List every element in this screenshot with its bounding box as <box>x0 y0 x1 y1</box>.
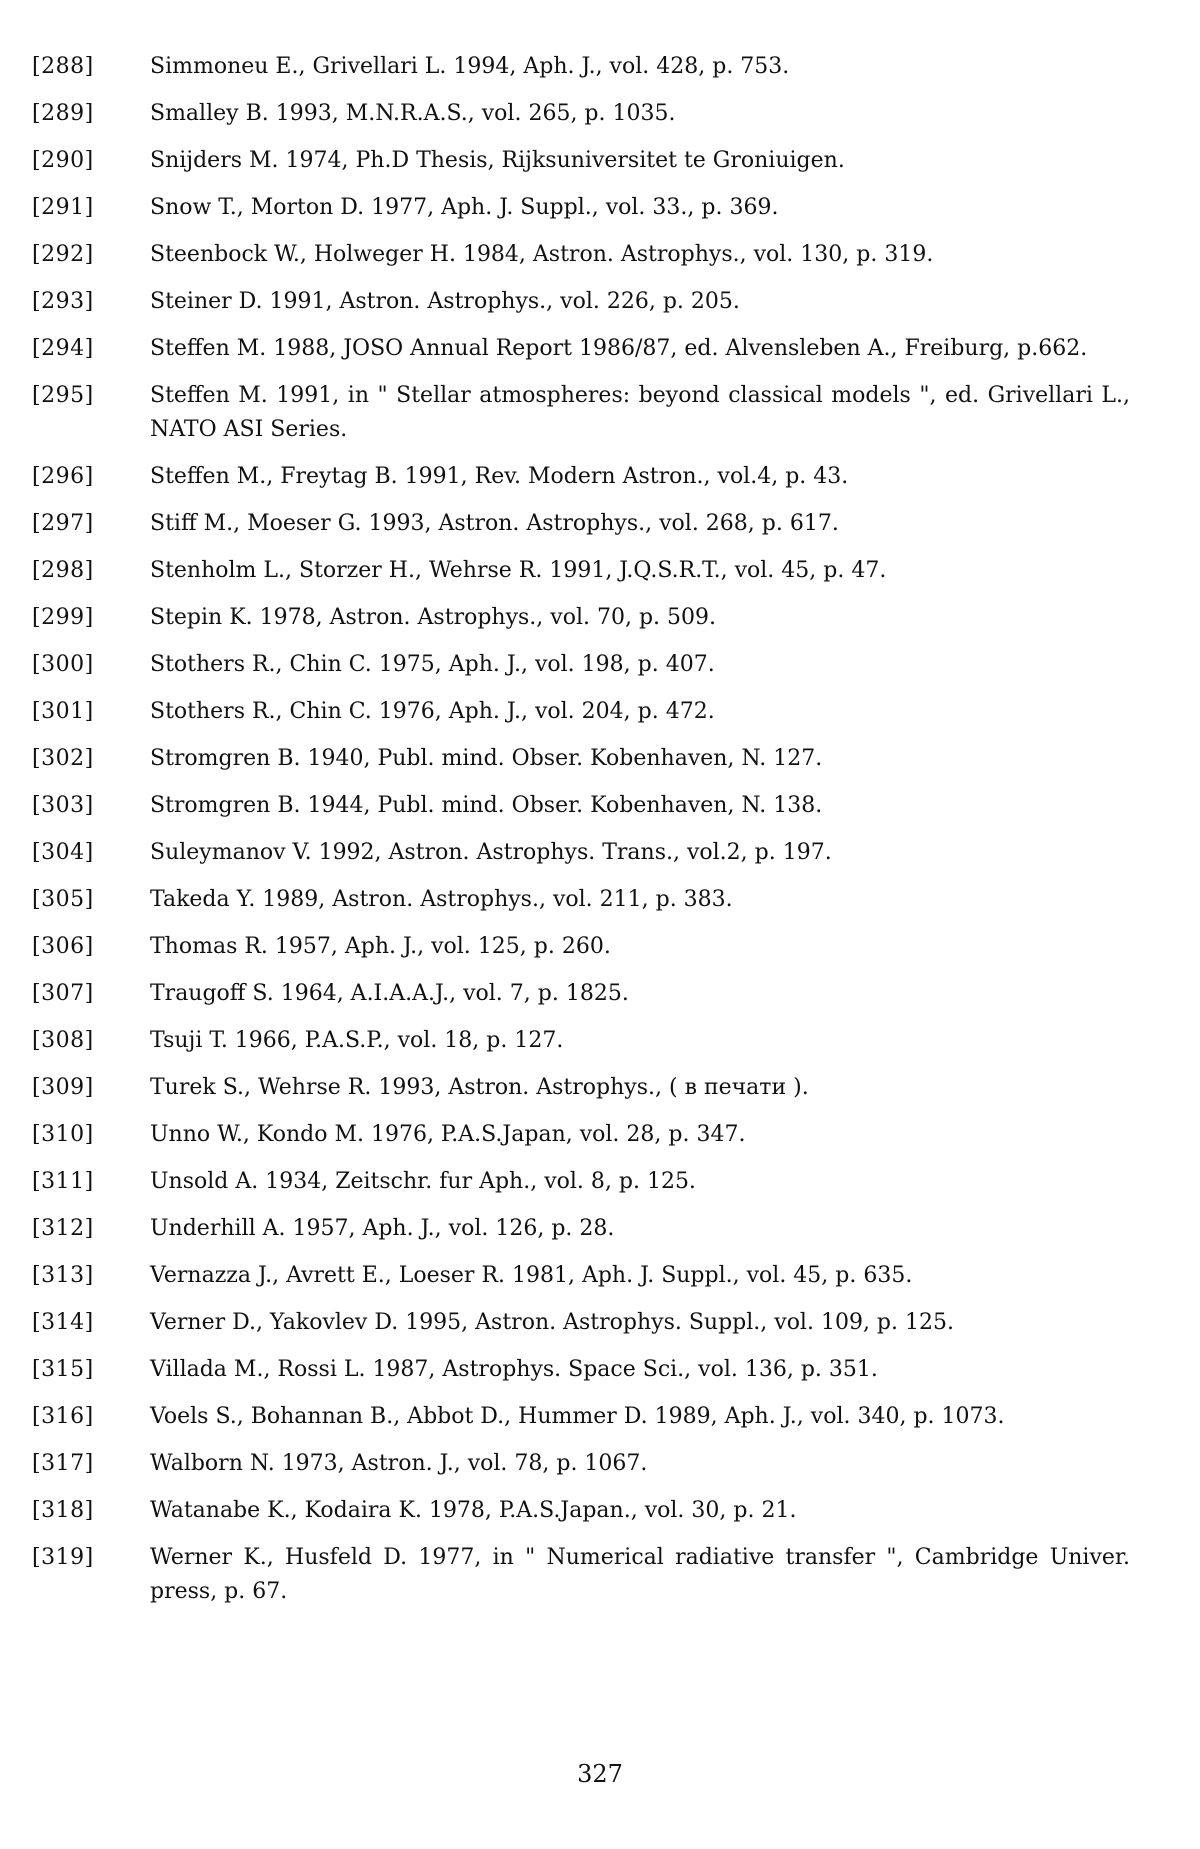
reference-item <box>30 554 1130 588</box>
reference-text: Underhill A. 1957, Aph. J., vol. 126, p. 28. <box>150 1216 615 1241</box>
reference-number: [305] <box>32 887 94 912</box>
reference-text: Steenbock W., Holweger H. 1984, Astron. Astrophys., vol. 130, p. 319. <box>150 242 934 267</box>
reference-text: Steffen M., Freytag B. 1991, Rev. Modern Astron., vol.4, p. 43. <box>150 464 849 489</box>
reference-number: [288] <box>32 54 94 79</box>
reference-item <box>30 742 1130 776</box>
reference-text: Stepin K. 1978, Astron. Astrophys., vol. 70, p. 509. <box>150 605 717 630</box>
reference-text: Simmoneu E., Grivellari L. 1994, Aph. J., vol. 428, p. 753. <box>150 54 790 79</box>
reference-item <box>30 1024 1130 1058</box>
reference-number: [292] <box>32 242 94 267</box>
reference-text: Stenholm L., Storzer H., Wehrse R. 1991, J.Q.S.R.T., vol. 45, p. 47. <box>150 558 887 583</box>
reference-text: Takeda Y. 1989, Astron. Astrophys., vol. 211, p. 383. <box>150 887 733 912</box>
reference-number: [307] <box>32 981 94 1006</box>
reference-item <box>30 930 1130 964</box>
reference-number: [304] <box>32 840 94 865</box>
reference-item <box>30 507 1130 541</box>
reference-item <box>30 601 1130 635</box>
reference-list <box>30 50 1130 1609</box>
reference-text: Snow T., Morton D. 1977, Aph. J. Suppl., vol. 33., p. 369. <box>150 195 779 220</box>
reference-text: Snijders M. 1974, Ph.D Thesis, Rijksuniversitet te Groniuigen. <box>150 148 845 173</box>
reference-number: [290] <box>32 148 94 173</box>
reference-text: Traugoff S. 1964, A.I.A.A.J., vol. 7, p. 1825. <box>150 981 629 1006</box>
reference-text: Thomas R. 1957, Aph. J., vol. 125, p. 260. <box>150 934 611 959</box>
reference-text: Stromgren B. 1944, Publ. mind. Obser. Kobenhaven, N. 138. <box>150 793 823 818</box>
reference-item <box>30 1259 1130 1293</box>
reference-number: [296] <box>32 464 94 489</box>
reference-text: Stothers R., Chin C. 1975, Aph. J., vol. 198, p. 407. <box>150 652 715 677</box>
reference-text: Walborn N. 1973, Astron. J., vol. 78, p. 1067. <box>150 1451 648 1476</box>
reference-item <box>30 1212 1130 1246</box>
reference-item <box>30 379 1130 447</box>
reference-item <box>30 50 1130 84</box>
reference-text: Villada M., Rossi L. 1987, Astrophys. Space Sci., vol. 136, p. 351. <box>150 1357 878 1382</box>
reference-item <box>30 460 1130 494</box>
reference-item <box>30 191 1130 225</box>
reference-text: Turek S., Wehrse R. 1993, Astron. Astrophys., ( в печати ). <box>150 1075 809 1100</box>
reference-number: [317] <box>32 1451 94 1476</box>
reference-number: [298] <box>32 558 94 583</box>
page-number: 327 <box>577 1760 623 1788</box>
reference-item <box>30 238 1130 272</box>
reference-item <box>30 1400 1130 1434</box>
reference-text: Steiner D. 1991, Astron. Astrophys., vol. 226, p. 205. <box>150 289 740 314</box>
reference-number: [311] <box>32 1169 94 1194</box>
reference-item <box>30 1165 1130 1199</box>
reference-item <box>30 285 1130 319</box>
reference-number: [289] <box>32 101 94 126</box>
reference-number: [313] <box>32 1263 94 1288</box>
reference-item <box>30 789 1130 823</box>
reference-text: Verner D., Yakovlev D. 1995, Astron. Astrophys. Suppl., vol. 109, p. 125. <box>150 1310 954 1335</box>
reference-text: Vernazza J., Avrett E., Loeser R. 1981, Aph. J. Suppl., vol. 45, p. 635. <box>150 1263 913 1288</box>
reference-text: Werner K., Husfeld D. 1977, in " Numerical radiative transfer ", Cambridge Univer. press, p. 67. <box>150 1545 1130 1604</box>
reference-text: Watanabe K., Kodaira K. 1978, P.A.S.Japan., vol. 30, p. 21. <box>150 1498 797 1523</box>
reference-number: [302] <box>32 746 94 771</box>
reference-text: Smalley B. 1993, M.N.R.A.S., vol. 265, p. 1035. <box>150 101 676 126</box>
reference-number: [299] <box>32 605 94 630</box>
reference-item <box>30 1353 1130 1387</box>
reference-text: Tsuji T. 1966, P.A.S.P., vol. 18, p. 127. <box>150 1028 564 1053</box>
reference-item <box>30 1071 1130 1105</box>
reference-number: [293] <box>32 289 94 314</box>
reference-number: [300] <box>32 652 94 677</box>
reference-number: [318] <box>32 1498 94 1523</box>
reference-text: Stiff M., Moeser G. 1993, Astron. Astrophys., vol. 268, p. 617. <box>150 511 839 536</box>
reference-item <box>30 836 1130 870</box>
reference-item <box>30 1494 1130 1528</box>
reference-item <box>30 883 1130 917</box>
reference-number: [294] <box>32 336 94 361</box>
reference-number: [297] <box>32 511 94 536</box>
reference-item <box>30 1118 1130 1152</box>
reference-number: [295] <box>32 383 94 408</box>
reference-item <box>30 332 1130 366</box>
reference-number: [315] <box>32 1357 94 1382</box>
reference-item <box>30 1306 1130 1340</box>
reference-number: [312] <box>32 1216 94 1241</box>
reference-number: [306] <box>32 934 94 959</box>
reference-item <box>30 97 1130 131</box>
reference-text: Stromgren B. 1940, Publ. mind. Obser. Kobenhaven, N. 127. <box>150 746 823 771</box>
reference-page <box>30 50 1130 1622</box>
reference-item <box>30 648 1130 682</box>
reference-text: Stothers R., Chin C. 1976, Aph. J., vol. 204, p. 472. <box>150 699 715 724</box>
reference-number: [314] <box>32 1310 94 1335</box>
reference-number: [309] <box>32 1075 94 1100</box>
reference-item <box>30 695 1130 729</box>
reference-text: Steffen M. 1988, JOSO Annual Report 1986/87, ed. Alvensleben A., Freiburg, p.662. <box>150 336 1088 361</box>
reference-text: Unno W., Kondo M. 1976, P.A.S.Japan, vol. 28, p. 347. <box>150 1122 746 1147</box>
reference-number: [316] <box>32 1404 94 1429</box>
reference-item <box>30 144 1130 178</box>
reference-item <box>30 977 1130 1011</box>
reference-text: Voels S., Bohannan B., Abbot D., Hummer D. 1989, Aph. J., vol. 340, p. 1073. <box>150 1404 1005 1429</box>
reference-number: [319] <box>32 1545 94 1570</box>
reference-text: Suleymanov V. 1992, Astron. Astrophys. Trans., vol.2, p. 197. <box>150 840 832 865</box>
reference-number: [301] <box>32 699 94 724</box>
reference-number: [291] <box>32 195 94 220</box>
reference-number: [310] <box>32 1122 94 1147</box>
reference-item <box>30 1447 1130 1481</box>
reference-item <box>30 1541 1130 1609</box>
reference-text: Steffen M. 1991, in " Stellar atmospheres: beyond classical models ", ed. Grivellari L., NATO ASI Series. <box>150 383 1130 442</box>
reference-text: Unsold A. 1934, Zeitschr. fur Aph., vol. 8, p. 125. <box>150 1169 696 1194</box>
reference-number: [308] <box>32 1028 94 1053</box>
reference-number: [303] <box>32 793 94 818</box>
